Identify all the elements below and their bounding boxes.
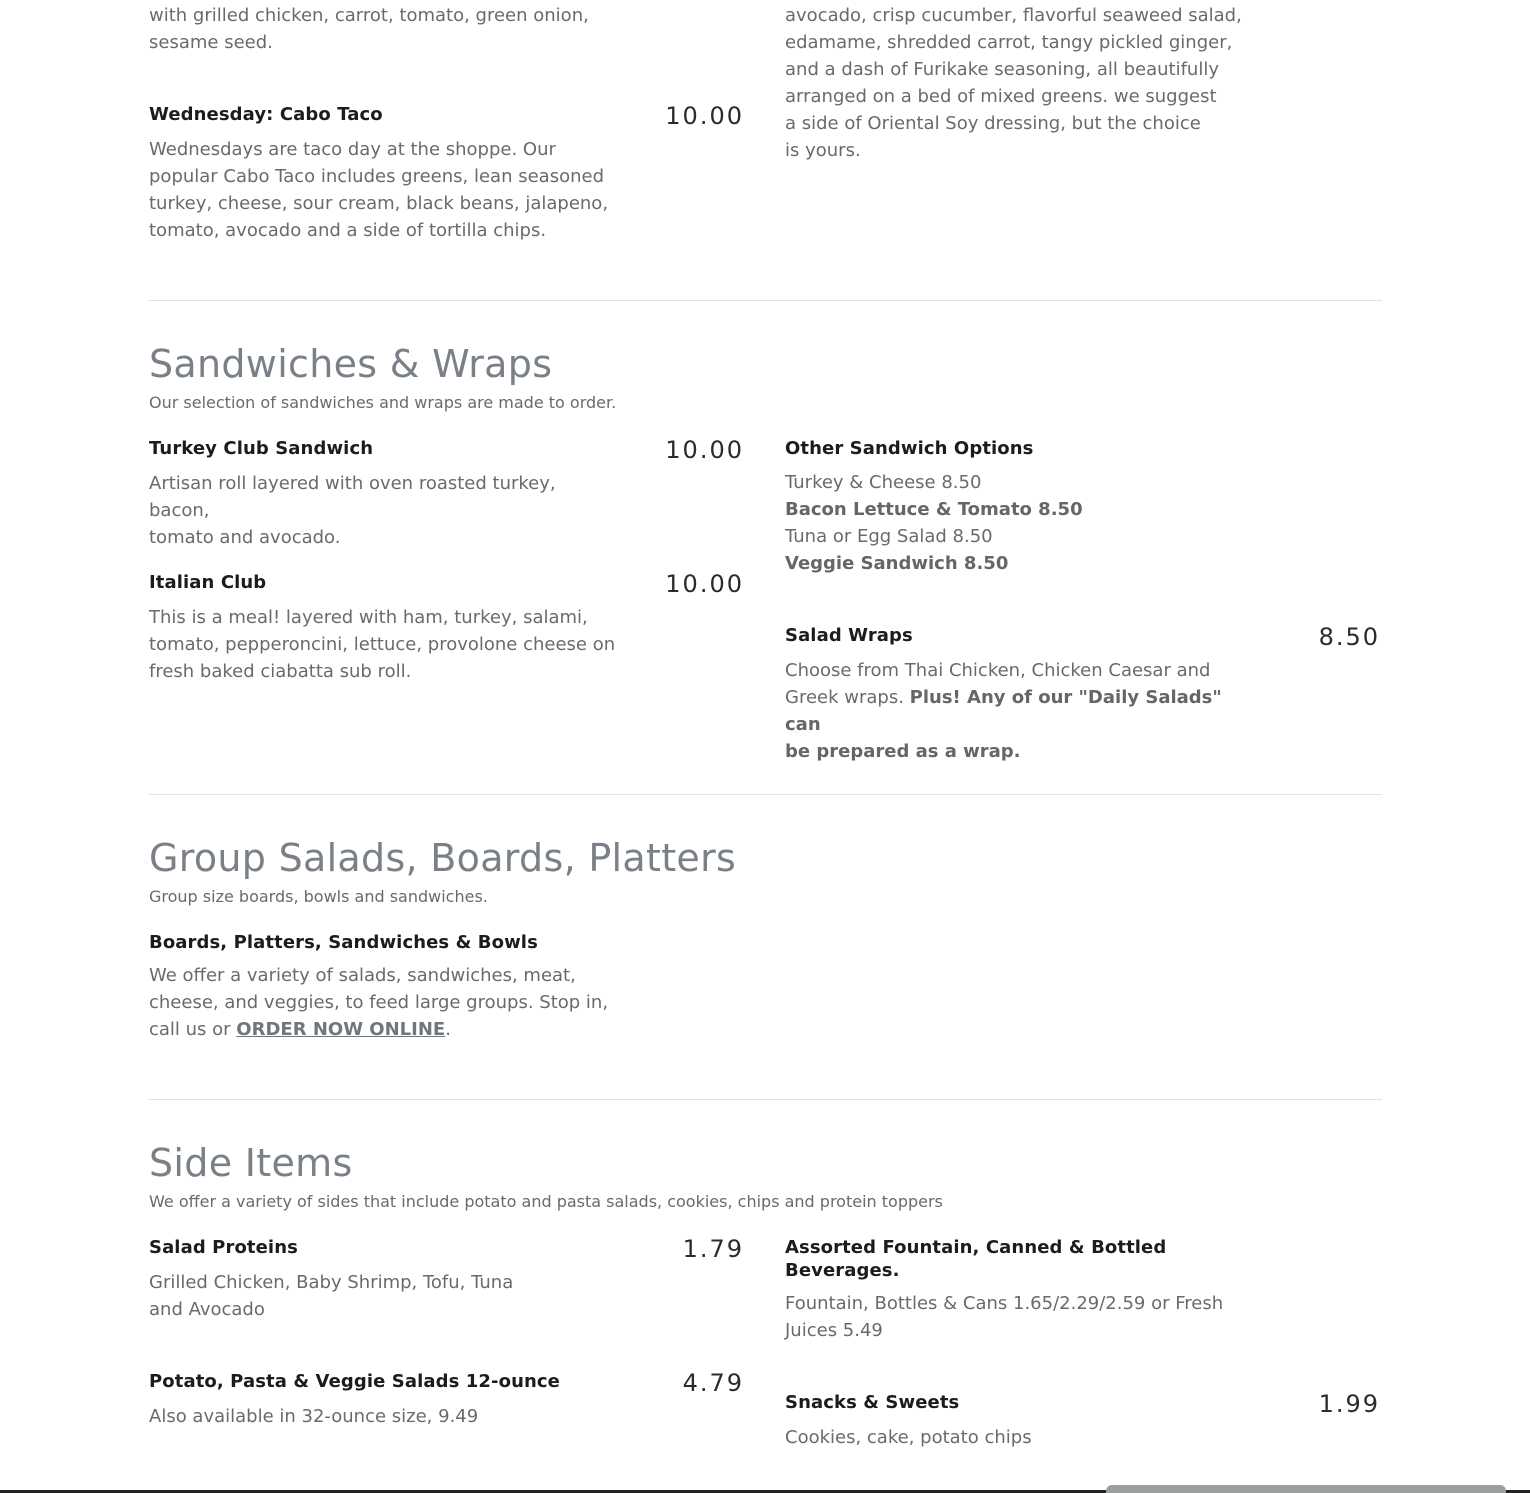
salad-wraps-description xyxy=(785,657,1255,765)
desc-line: Cookies, cake, potato chips xyxy=(785,1427,1032,1448)
turkey-club-description xyxy=(149,470,619,551)
sandwich-option: Tuna or Egg Salad 8.50 xyxy=(785,526,993,547)
turkey-club-price: 10.00 xyxy=(665,436,744,464)
italian-club-price: 10.00 xyxy=(665,570,744,598)
other-sandwich-options-list xyxy=(785,469,1245,577)
desc-line xyxy=(785,684,1255,738)
desc-line: sesame seed. xyxy=(149,32,273,53)
desc-line: Juices 5.49 xyxy=(785,1320,883,1341)
section-divider xyxy=(149,1099,1382,1100)
desc-line: Also available in 32-ounce size, 9.49 xyxy=(149,1406,479,1427)
sandwich-option: Bacon Lettuce & Tomato 8.50 xyxy=(785,499,1083,520)
boards-platters-title: Boards, Platters, Sandwiches & Bowls xyxy=(149,932,538,953)
sides-section-title: Side Items xyxy=(149,1141,353,1185)
salad-proteins-price: 1.79 xyxy=(682,1235,744,1263)
title-line: Assorted Fountain, Canned & Bottled xyxy=(785,1237,1167,1258)
desc-line: edamame, shredded carrot, tangy pickled ginger, xyxy=(785,32,1233,53)
beverages-title xyxy=(785,1236,1185,1282)
desc-line: avocado, crisp cucumber, flavorful seaweed salad, xyxy=(785,5,1242,26)
salad-wraps-price: 8.50 xyxy=(1318,623,1380,651)
desc-line: Wednesdays are taco day at the shoppe. Our xyxy=(149,139,556,160)
desc-line: tomato, avocado and a side of tortilla chips. xyxy=(149,220,547,241)
salad-wraps-title: Salad Wraps xyxy=(785,625,913,646)
wednesday-cabo-taco-price: 10.00 xyxy=(665,102,744,130)
desc-line: Grilled Chicken, Baby Shrimp, Tofu, Tuna xyxy=(149,1272,514,1293)
title-line: Beverages. xyxy=(785,1260,900,1281)
desc-line: is yours. xyxy=(785,140,861,161)
desc-line: Fountain, Bottles & Cans 1.65/2.29/2.59 or Fresh xyxy=(785,1293,1224,1314)
desc-line xyxy=(149,1016,619,1043)
wednesday-cabo-taco-title: Wednesday: Cabo Taco xyxy=(149,104,383,125)
desc-line: tomato, pepperoncini, lettuce, provolone cheese on xyxy=(149,634,616,655)
sides-section-subtitle: We offer a variety of sides that include potato and pasta salads, cookies, chips and protein toppers xyxy=(149,1192,943,1211)
salad-proteins-title: Salad Proteins xyxy=(149,1237,298,1258)
italian-club-title: Italian Club xyxy=(149,572,267,593)
right-salad-description xyxy=(785,2,1245,164)
desc-text: Greek wraps. xyxy=(785,687,910,708)
group-section-subtitle: Group size boards, bowls and sandwiches. xyxy=(149,887,488,906)
sandwich-option: Veggie Sandwich 8.50 xyxy=(785,553,1009,574)
potato-pasta-salads-title: Potato, Pasta & Veggie Salads 12-ounce xyxy=(149,1371,560,1392)
potato-pasta-salads-price: 4.79 xyxy=(682,1369,744,1397)
sandwiches-section-title: Sandwiches & Wraps xyxy=(149,342,553,386)
beverages-description xyxy=(785,1290,1255,1344)
salad-proteins-description xyxy=(149,1269,619,1323)
desc-line: turkey, cheese, sour cream, black beans, jalapeno, xyxy=(149,193,609,214)
wednesday-cabo-taco-description xyxy=(149,136,619,244)
desc-highlight: Plus! Any of our "Daily Salads" can xyxy=(785,687,1222,735)
italian-club-description xyxy=(149,604,619,685)
desc-line: Artisan roll layered with oven roasted turkey, bacon, xyxy=(149,473,556,521)
group-section-title: Group Salads, Boards, Platters xyxy=(149,836,737,880)
section-divider xyxy=(149,794,1382,795)
desc-line: arranged on a bed of mixed greens. we suggest xyxy=(785,86,1217,107)
desc-line: This is a meal! layered with ham, turkey, salami, xyxy=(149,607,588,628)
desc-line: Choose from Thai Chicken, Chicken Caesar and xyxy=(785,660,1211,681)
desc-line: and Avocado xyxy=(149,1299,265,1320)
desc-line: We offer a variety of salads, sandwiches, meat, xyxy=(149,965,576,986)
turkey-club-title: Turkey Club Sandwich xyxy=(149,438,374,459)
potato-pasta-salads-description xyxy=(149,1403,619,1430)
desc-line: with grilled chicken, carrot, tomato, green onion, xyxy=(149,5,589,26)
sandwiches-section-subtitle: Our selection of sandwiches and wraps are made to order. xyxy=(149,393,617,412)
desc-text: . xyxy=(445,1019,451,1040)
snacks-sweets-price: 1.99 xyxy=(1318,1390,1380,1418)
boards-platters-description xyxy=(149,962,619,1043)
desc-highlight: be prepared as a wrap. xyxy=(785,741,1021,762)
snacks-sweets-title: Snacks & Sweets xyxy=(785,1392,960,1413)
desc-line: a side of Oriental Soy dressing, but the choice xyxy=(785,113,1201,134)
desc-line: fresh baked ciabatta sub roll. xyxy=(149,661,412,682)
other-sandwich-options-title: Other Sandwich Options xyxy=(785,438,1034,459)
desc-line: cheese, and veggies, to feed large groups. Stop in, xyxy=(149,992,609,1013)
snacks-sweets-description xyxy=(785,1424,1255,1451)
desc-line: tomato and avocado. xyxy=(149,527,341,548)
tuesday-salad-description xyxy=(149,2,619,56)
desc-text: call us or xyxy=(149,1019,237,1040)
order-now-online-link[interactable]: ORDER NOW ONLINE xyxy=(236,1019,446,1040)
desc-line: popular Cabo Taco includes greens, lean seasoned xyxy=(149,166,605,187)
desc-line: and a dash of Furikake seasoning, all beautifully xyxy=(785,59,1219,80)
floating-widget-tab[interactable] xyxy=(1106,1485,1506,1493)
section-divider xyxy=(149,300,1382,301)
sandwich-option: Turkey & Cheese 8.50 xyxy=(785,472,982,493)
